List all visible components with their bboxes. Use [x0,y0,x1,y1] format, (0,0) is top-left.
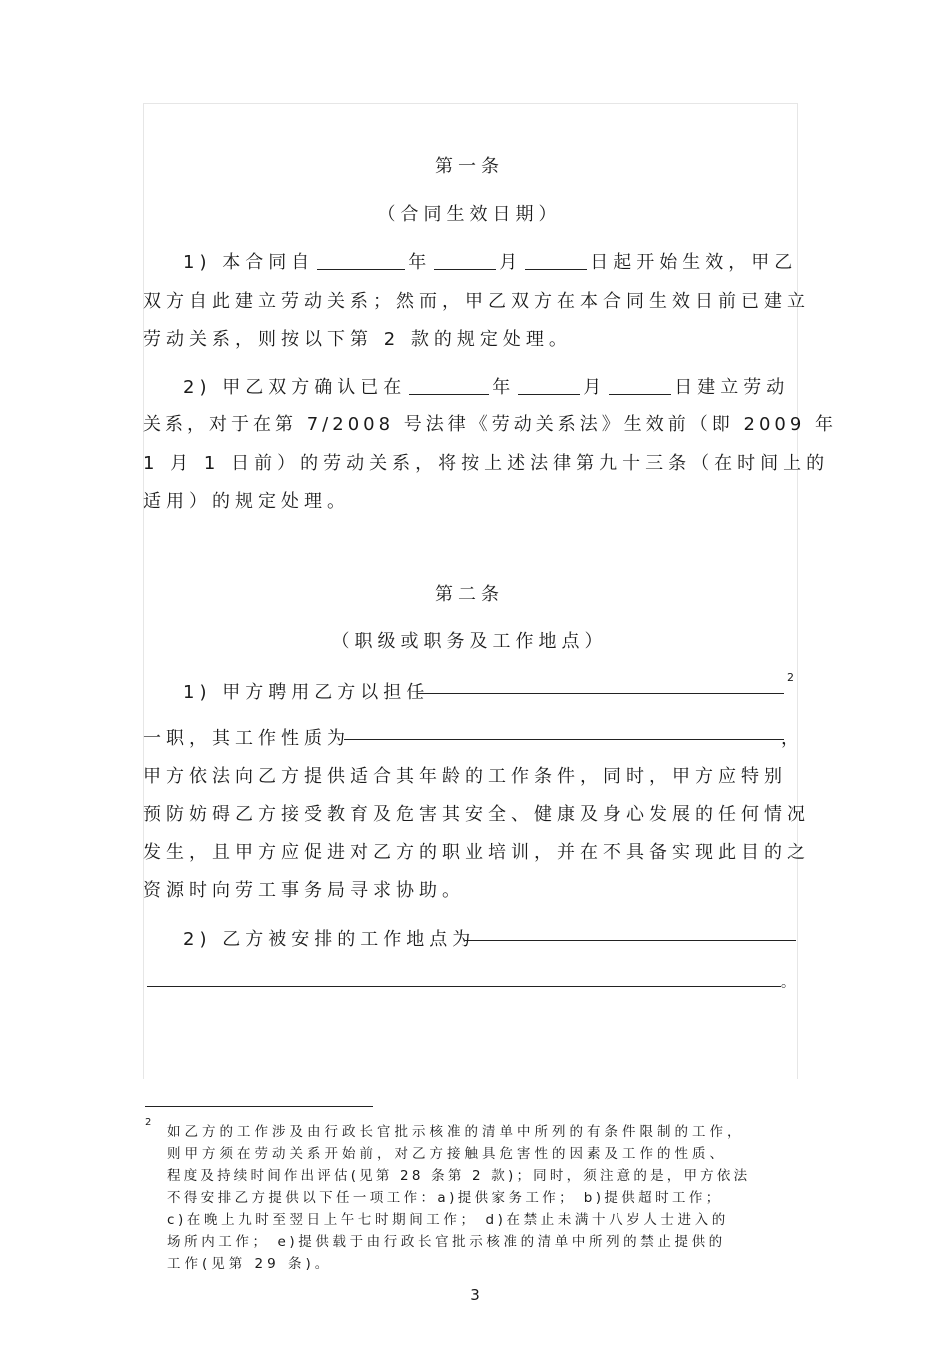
article-2-para-1-line-5: 发生，且甲方应促进对乙方的职业培训，并在不具备实现此目的之 [143,842,810,863]
article-1-para-2-line-2: 关系，对于在第 7/2008 号法律《劳动关系法》生效前（即 2009 年 [143,414,838,435]
month-blank[interactable] [434,251,496,270]
year-blank[interactable] [317,251,405,270]
work-nature-blank[interactable] [344,739,784,740]
day-label: 日起开始生效，甲乙 [590,252,798,273]
year-label: 年 [492,377,516,398]
footnote-line: 场所内工作； e)提供载于由行政长官批示核准的清单中所列的禁止提供的 [167,1234,726,1250]
month-label: 月 [499,252,523,273]
article-1-para-1-line-1 [183,248,797,274]
comma: ， [781,728,804,749]
work-location-blank-1[interactable] [465,940,796,941]
month-label: 月 [583,377,607,398]
footnote-line: 工作(见第 29 条)。 [167,1256,333,1272]
article-1-heading: 第一条 [435,156,504,177]
footnote-marker: 2 [145,1117,152,1128]
footnote-separator [145,1106,373,1107]
article-2-subheading: （职级或职务及工作地点） [331,631,608,652]
article-2-para-1-line-6: 资源时向劳工事务局寻求协助。 [143,880,465,901]
article-1-para-1-line-3: 劳动关系，则按以下第 2 款的规定处理。 [143,329,572,350]
footnote-line: 则甲方须在劳动关系开始前，对乙方接触具危害性的因素及工作的性质、 [167,1146,727,1162]
day-blank[interactable] [525,251,587,270]
day-label: 日建立劳动 [674,377,790,398]
article-2-para-1-line-3: 甲方依法向乙方提供适合其年龄的工作条件，同时，甲方应特别 [143,766,787,787]
article-1-para-1-line-2: 双方自此建立劳动关系；然而，甲乙双方在本合同生效日前已建立 [143,291,810,312]
day-blank[interactable] [609,376,671,395]
article-1-para-2-line-4: 适用）的规定处理。 [143,491,350,512]
article-2-para-2-line-1: 2) 乙方被安排的工作地点为 [183,929,476,950]
work-location-blank-2[interactable] [147,986,781,987]
article-2-para-1-line-1: 1) 甲方聘用乙方以担任 [183,682,430,703]
article-2-heading: 第二条 [435,584,504,605]
article-1-para-2-line-1 [183,373,789,399]
page-number: 3 [470,1286,480,1304]
article-2-para-1-line-2: 一职，其工作性质为 [143,728,350,749]
period: 。 [781,975,800,991]
footnote-line: 程度及持续时间作出评估(见第 28 条第 2 款)；同时，须注意的是，甲方依法 [167,1168,751,1184]
footnote-line: 不得安排乙方提供以下任一项工作：a)提供家务工作； b)提供超时工作； [167,1190,723,1206]
footnote-ref: 2 [787,671,794,684]
month-blank[interactable] [518,376,580,395]
position-blank[interactable] [418,693,784,694]
footnote-line: c)在晚上九时至翌日上午七时期间工作； d)在禁止未满十八岁人士进入的 [167,1212,729,1228]
year-label: 年 [408,252,432,273]
article-2-para-1-line-4: 预防妨碍乙方接受教育及危害其安全、健康及身心发展的任何情况 [143,804,810,825]
year-blank[interactable] [409,376,489,395]
footnote-line: 如乙方的工作涉及由行政长官批示核准的清单中所列的有条件限制的工作， [167,1124,745,1140]
clause-text: 1) 本合同自 [183,252,315,273]
article-1-subheading: （合同生效日期） [377,204,562,225]
article-1-para-2-line-3: 1 月 1 日前）的劳动关系，将按上述法律第九十三条（在时间上的 [143,453,830,474]
clause-text: 2) 甲乙双方确认已在 [183,377,407,398]
